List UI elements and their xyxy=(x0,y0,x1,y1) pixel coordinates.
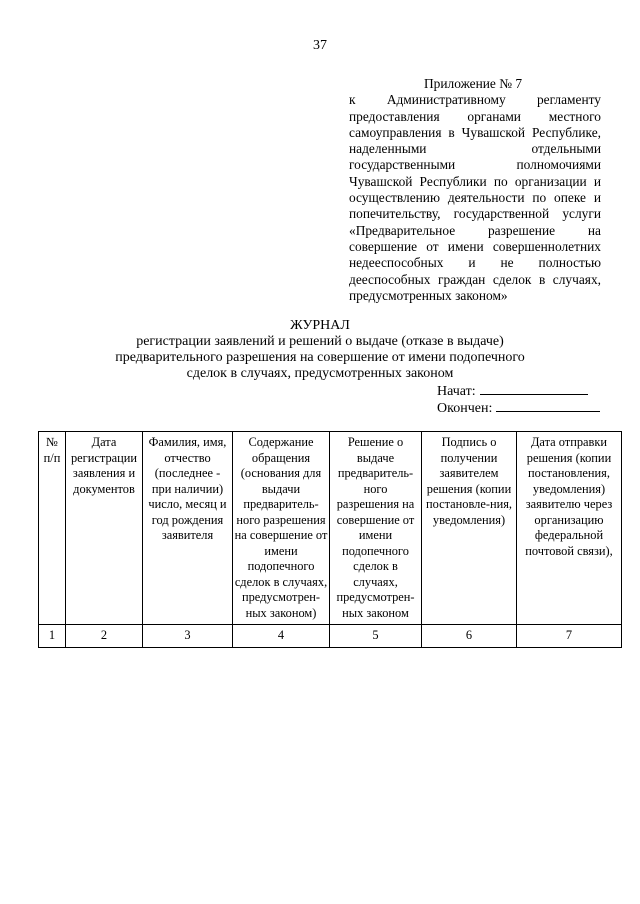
finished-label: Окончен: xyxy=(437,401,493,416)
appendix-title: Приложение № 7 xyxy=(424,76,523,91)
header-cell-registration-date: Дата регистрации заявления и документов xyxy=(66,432,143,625)
header-cell-signature: Подпись о получении заявителем решения (копии постановле-ния, уведомления) xyxy=(422,432,517,625)
column-number-2: 2 xyxy=(66,625,143,648)
table-header-row xyxy=(39,432,622,625)
column-number-5: 5 xyxy=(330,625,422,648)
page-number: 37 xyxy=(313,38,327,53)
table-number-row xyxy=(39,625,622,648)
journal-table xyxy=(38,431,622,648)
journal-title: ЖУРНАЛ xyxy=(290,318,350,333)
header-cell-dispatch-date: Дата отправки решения (копии постановления, уведомления) заявителю через организацию федеральной почтовой связи), xyxy=(517,432,622,625)
journal-subtitle: регистрации заявлений и решений о выдаче (отказе в выдаче) предварительного разрешения на совершение от имени подопечного сделок в случаях, предусмотренных законом xyxy=(115,334,525,381)
started-blank xyxy=(480,382,588,395)
column-number-4: 4 xyxy=(233,625,330,648)
column-number-6: 6 xyxy=(422,625,517,648)
header-cell-decision: Решение о выдаче предваритель-ного разрешения на совершение от имени подопечного сделок в случаях, предусмотрен-ных законом xyxy=(330,432,422,625)
column-number-7: 7 xyxy=(517,625,622,648)
started-line xyxy=(437,382,588,400)
started-label: Начат: xyxy=(437,384,476,399)
finished-line xyxy=(437,399,600,417)
column-number-3: 3 xyxy=(143,625,233,648)
appendix-body: к Административному регламенту предоставления органами местного самоуправления в Чувашской Республике, наделенными отдельными государственными полномочиями Чувашской Республики по организации и осуществлению деятельности по опеке и попечительству, государственной услуги «Предварительное разрешение на совершение от имени совершеннолетних недееспособных и не полностью дееспособных граждан сделок в случаях, предусмотренных законом» xyxy=(349,92,601,303)
column-number-1: 1 xyxy=(39,625,66,648)
finished-blank xyxy=(496,399,600,412)
header-cell-number: № п/п xyxy=(39,432,66,625)
header-cell-request-content: Содержание обращения (основания для выдачи предваритель-ного разрешения на совершение от имени подопечного сделок в случаях, предусмотрен-ных законом) xyxy=(233,432,330,625)
appendix-block xyxy=(349,76,601,304)
header-cell-applicant: Фамилия, имя, отчество (последнее - при наличии) число, месяц и год рождения заявителя xyxy=(143,432,233,625)
